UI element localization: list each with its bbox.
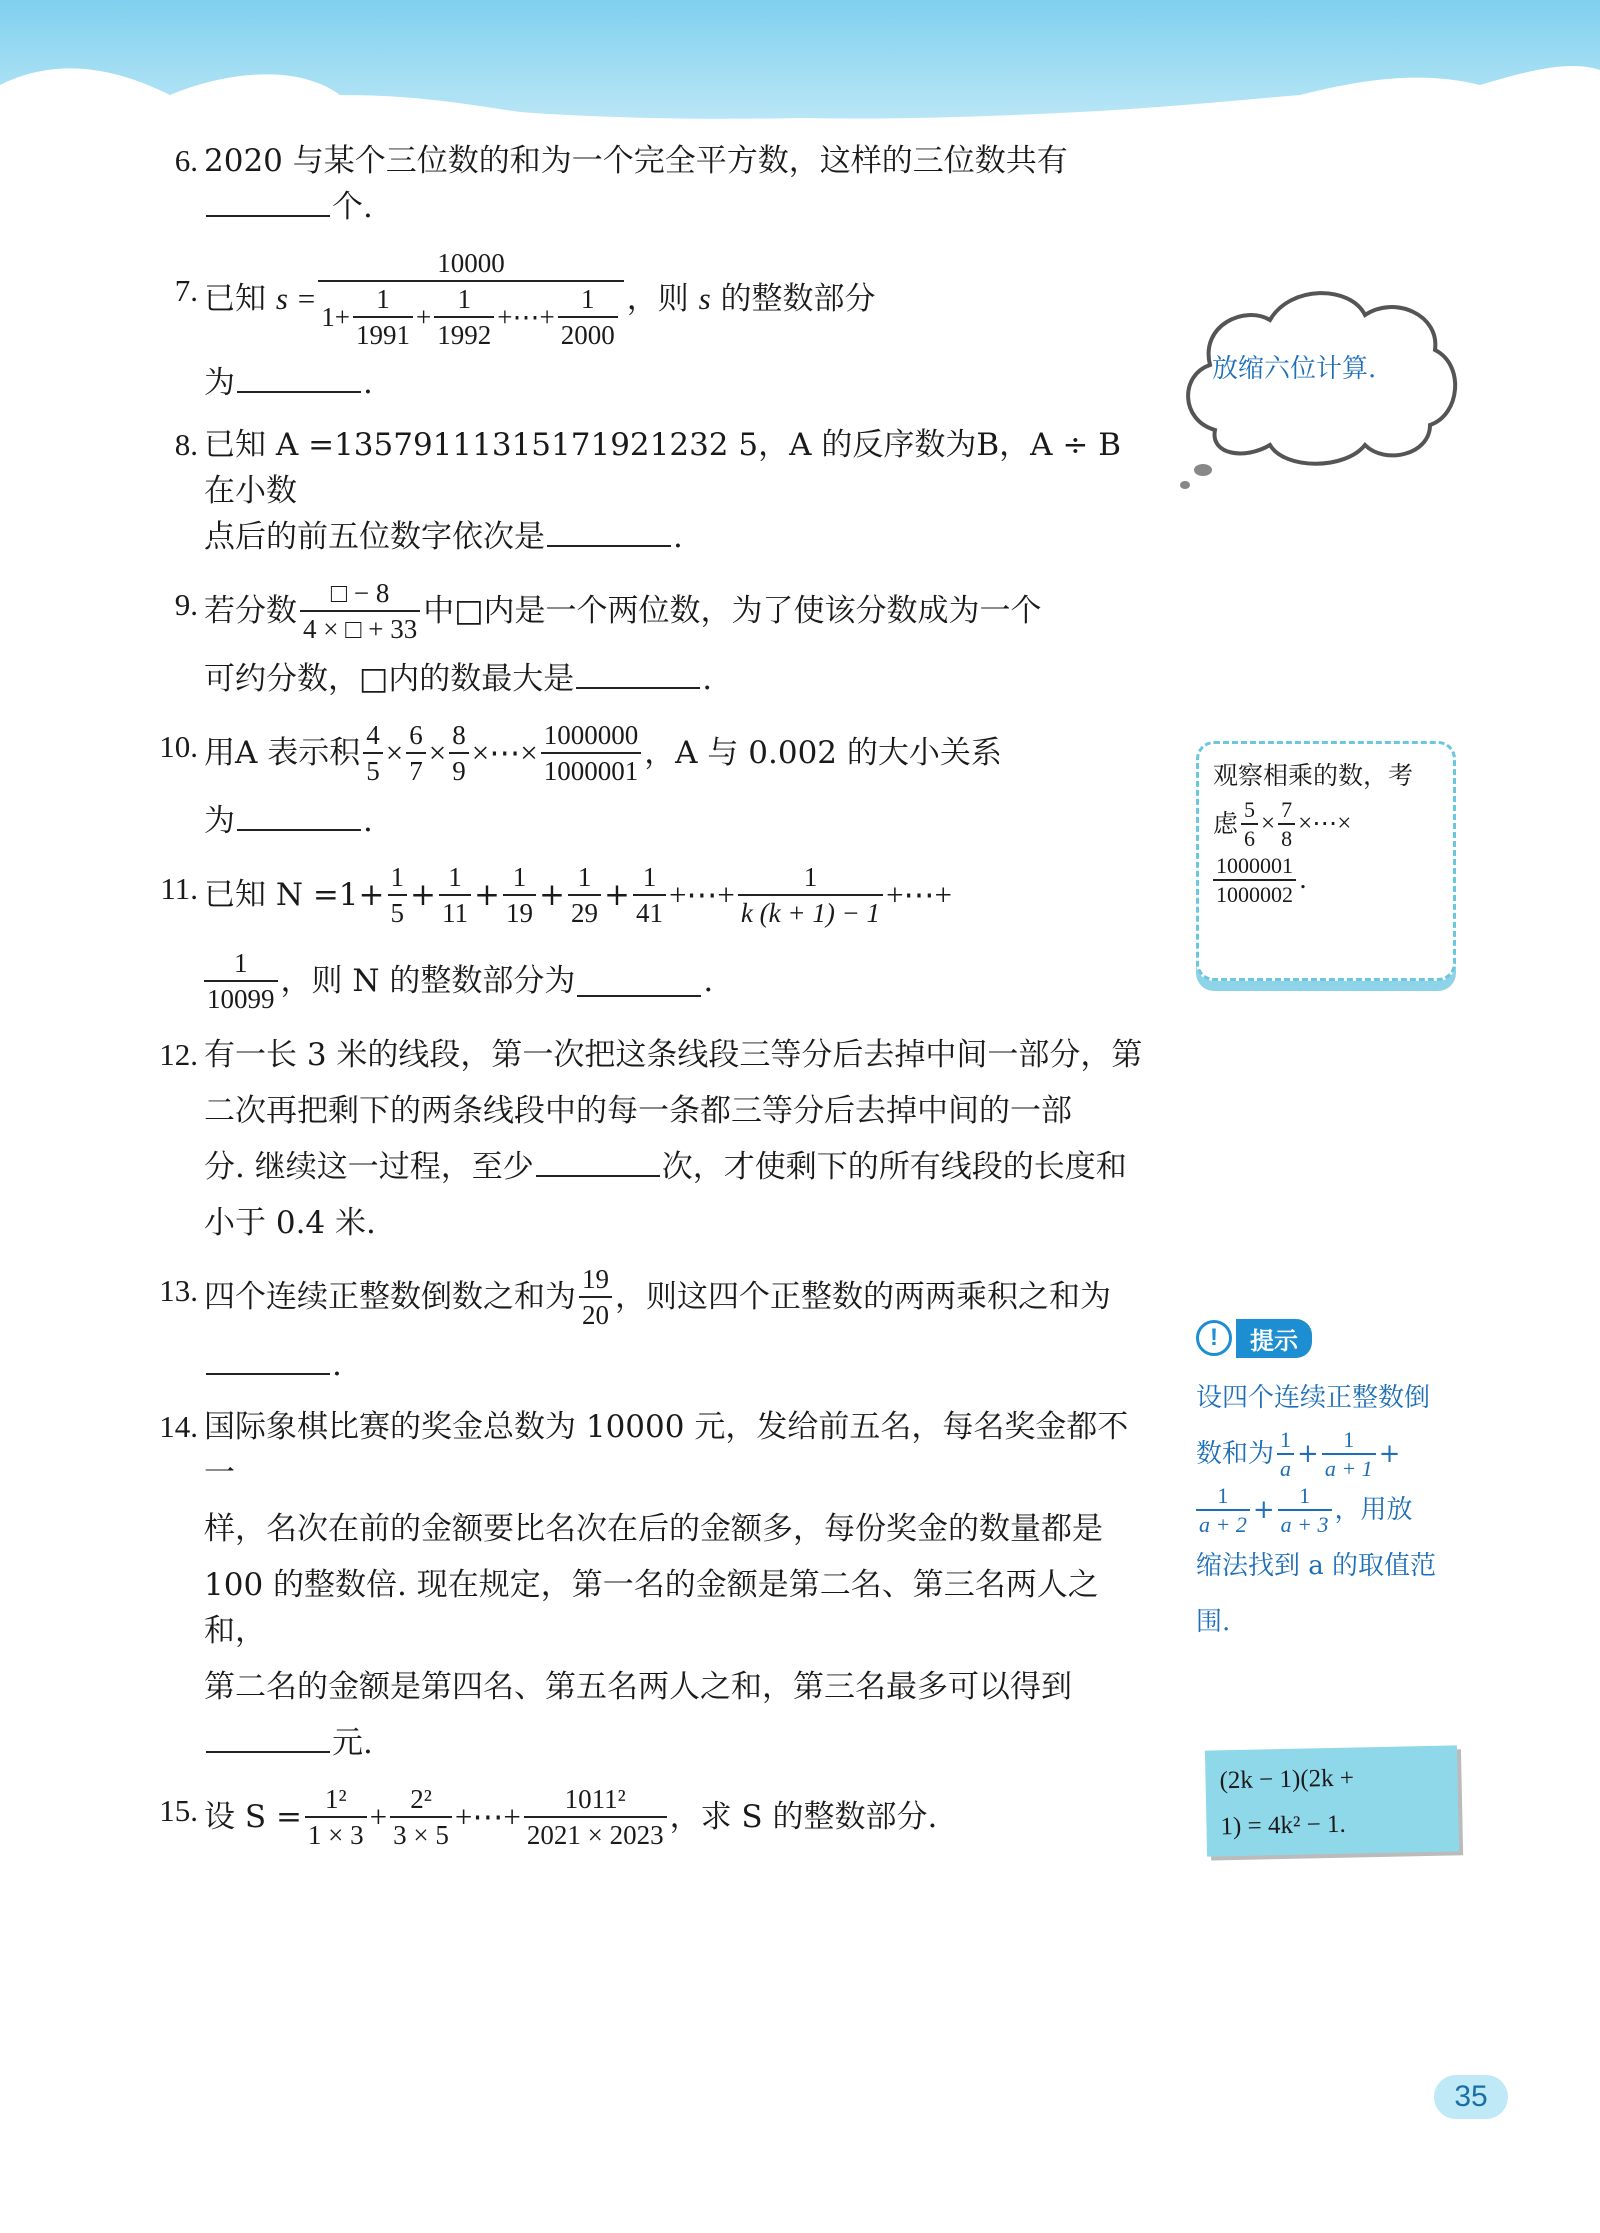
problem-number: 12. (159, 1037, 198, 1072)
problem-11: 11. 已知 N =1+ $\frac{1}{5}$ + $\frac{1}{11}$ + $\frac{1}{19}$ + $\frac{1}{29}$ + $\frac{1}{41}$ +⋯+ $\frac{1}{k (k + 1) - 1}$ +⋯+ $\frac{1}{10099}$ ，则 N 的整数部分为 . (148, 860, 1158, 1016)
fraction-denominator: 19 (503, 894, 536, 930)
math-operator: +⋯+ (497, 302, 555, 332)
fraction-numerator: 1² (324, 1784, 347, 1814)
fraction-denominator: 3 × 5 (390, 1816, 452, 1852)
problem-text: 的整数部分 (720, 281, 876, 317)
problem-text: ，则 N 的整数部分为 (280, 963, 576, 999)
hint-line: ，用放 (1334, 1495, 1413, 1525)
answer-blank[interactable] (206, 185, 330, 217)
problem-text: 为 (204, 365, 235, 401)
fraction-denominator: 4 × □ + 33 (300, 610, 420, 646)
fraction-numerator: 1000000 (543, 720, 639, 750)
problem-text: ，则 (626, 281, 689, 317)
fraction-numerator: 1000001 (1216, 853, 1293, 878)
problem-text: 已知 A =13579111315171921232 5，A 的反序数为B，A ÷ B 在小数 (204, 427, 1121, 509)
math-fraction (318, 246, 623, 352)
answer-blank[interactable] (577, 965, 701, 997)
problem-text: 小于 0.4 米. (204, 1205, 376, 1241)
formula-line: 1) = 4k² − 1. (1220, 1810, 1347, 1841)
problem-text: 次，才使剩下的所有线段的长度和 (661, 1149, 1127, 1185)
math-operator: × (385, 735, 404, 770)
fraction-numerator: 2² (410, 1784, 432, 1814)
note-text: 观察相乘的数，考 (1213, 761, 1414, 790)
problem-text: 2020 与某个三位数的和为一个完全平方数，这样的三位数共有 (204, 143, 1068, 179)
math-operator: + (416, 302, 432, 332)
problem-13 (148, 1262, 1158, 1388)
fraction-numerator: 1 (448, 862, 462, 892)
sky-header-decoration (0, 0, 1600, 150)
fraction-denominator: 1992 (434, 316, 494, 352)
hint-text: 设四个连续正整数倒 数和为 $\frac{1}{a}$ + $\frac{1}{a + 1}$ + $\frac{1}{a + 2}$ + $\frac{1}{a + 3}$ ，用放 缩法找到 a 的取值范 围. (1196, 1370, 1466, 1650)
math-variable: s (275, 281, 288, 316)
problem-text: 个. (332, 189, 373, 225)
problem-10 (148, 718, 1158, 844)
problem-number: 11. (160, 871, 198, 906)
problem-text: 100 的整数倍. 现在规定，第一名的金额是第二名、第三名两人之和， (204, 1567, 1099, 1649)
math-operator: +⋯+ (668, 877, 735, 912)
problem-text: 有一长 3 米的线段，第一次把这条线段三等分后去掉中间一部分，第 (204, 1037, 1143, 1073)
fraction-denominator: 41 (633, 894, 666, 930)
math-operator: +⋯+ (886, 877, 953, 912)
problem-text: 国际象棋比赛的奖金总数为 10000 元，发给前五名，每名奖金都不一 (204, 1409, 1129, 1491)
fraction-numerator: 6 (409, 720, 423, 750)
math-variable: s (698, 281, 711, 316)
fraction-denominator: a + 1 (1322, 1453, 1376, 1482)
problem-text: ，求 S 的整数部分. (669, 1799, 938, 1835)
fraction-denominator: 29 (568, 894, 601, 930)
answer-blank[interactable] (576, 657, 700, 689)
fraction-numerator: 8 (452, 720, 466, 750)
problem-text: 样，名次在前的金额要比名次在后的金额多，每份奖金的数量都是 (204, 1511, 1103, 1547)
hint-badge (1196, 1318, 1312, 1358)
observation-note (1196, 741, 1456, 981)
fraction-denominator: 20 (579, 1296, 612, 1332)
problem-number: 6. (174, 143, 198, 178)
math-operator: ×⋯× (471, 735, 538, 770)
problem-12 (148, 1032, 1158, 1246)
punctuation: . (363, 365, 373, 401)
hint-line: 设四个连续正整数倒 (1196, 1383, 1431, 1413)
fraction-numerator: 1 (1343, 1427, 1355, 1452)
fraction-numerator: 1 (580, 284, 595, 314)
problem-text: 元. (332, 1725, 373, 1761)
problem-text: ，则这四个正整数的两两乘积之和为 (615, 1279, 1111, 1315)
math-operator: +⋯+ (454, 1799, 521, 1834)
problem-text: ，A 与 0.002 的大小关系 (644, 735, 1002, 771)
hint-line: 数和为 (1196, 1439, 1275, 1469)
answer-blank[interactable] (536, 1145, 660, 1177)
exclamation-icon: ! (1196, 1320, 1232, 1356)
problem-text: 已知 N =1+ (204, 877, 385, 913)
punctuation: . (363, 803, 373, 839)
fraction-numerator: 4 (366, 720, 380, 750)
fraction-numerator: 10000 (437, 248, 505, 278)
fraction-numerator: 7 (1281, 797, 1293, 822)
punctuation: . (703, 963, 714, 999)
page-number: 35 (1434, 2075, 1508, 2119)
fraction-numerator: 1 (642, 862, 657, 892)
cloud-hint-text: 放缩六位计算. (1212, 354, 1377, 384)
answer-blank[interactable] (206, 1721, 330, 1753)
math-operator: × (428, 735, 447, 770)
answer-blank[interactable] (237, 799, 361, 831)
fraction-denominator: 1000001 (541, 752, 642, 788)
problem-8 (148, 422, 1158, 560)
problem-6 (148, 138, 1158, 230)
problem-7 (148, 246, 1158, 406)
problem-15 (148, 1782, 1158, 1852)
fraction-denominator: 2000 (558, 316, 618, 352)
formula-line: (2k − 1)(2k + (1219, 1764, 1355, 1795)
answer-blank[interactable] (547, 515, 671, 547)
math-term: 1+ (321, 302, 351, 332)
problem-number: 7. (174, 273, 198, 308)
formula-note (1205, 1745, 1459, 1856)
problem-number: 9. (174, 587, 198, 622)
math-operator: × (1261, 810, 1276, 837)
problem-text: 可约分数，□内的数最大是 (204, 661, 575, 697)
fraction-denominator: 6 (1241, 823, 1258, 852)
fraction-numerator: 1011² (564, 1784, 626, 1814)
fraction-denominator: a (1277, 1453, 1294, 1482)
thought-cloud (1175, 280, 1465, 490)
problem-text: 分. 继续这一过程，至少 (204, 1149, 534, 1185)
fraction-denominator: 1000002 (1213, 879, 1296, 908)
problem-number: 14. (159, 1409, 198, 1444)
problem-number: 15. (159, 1793, 198, 1828)
problem-list (148, 138, 1158, 1868)
fraction-numerator: 1 (577, 862, 592, 892)
answer-blank[interactable] (237, 361, 361, 393)
fraction-denominator: 7 (406, 752, 426, 788)
fraction-numerator: 1 (1217, 1483, 1229, 1508)
fraction-numerator: 1 (1280, 1427, 1292, 1452)
math-operator: + (369, 1799, 388, 1834)
problem-text: 已知 (204, 281, 266, 317)
problem-14 (148, 1404, 1158, 1766)
fraction-denominator: 1 × 3 (305, 1816, 367, 1852)
problem-number: 8. (174, 427, 198, 462)
problem-text: 四个连续正整数倒数之和为 (204, 1279, 576, 1315)
hint-line: 围. (1196, 1607, 1231, 1637)
problem-number: 13. (159, 1273, 198, 1308)
fraction-denominator: a + 3 (1278, 1509, 1332, 1538)
fraction-numerator: 5 (1244, 797, 1256, 822)
fraction-denominator: 11 (439, 894, 471, 930)
problem-text: 中□内是一个两位数，为了使该分数成为一个 (423, 593, 1042, 629)
punctuation: . (673, 519, 683, 555)
math-operator: = (297, 281, 316, 316)
punctuation: . (702, 661, 713, 697)
fraction-denominator: 9 (449, 752, 469, 788)
fraction-denominator: k (k + 1) − 1 (738, 894, 883, 930)
problem-text: 若分数 (204, 593, 297, 629)
punctuation: . (1299, 865, 1307, 894)
problem-text: 点后的前五位数字依次是 (204, 519, 545, 555)
problem-text: 第二名的金额是第四名、第五名两人之和，第三名最多可以得到 (204, 1669, 1072, 1705)
hint-line: 缩法找到 a 的取值范 (1196, 1551, 1437, 1581)
fraction-denominator: a + 2 (1196, 1509, 1250, 1538)
problem-text: 设 S = (204, 1799, 302, 1835)
fraction-denominator: 1991 (353, 316, 413, 352)
fraction-numerator: 1 (376, 284, 390, 314)
fraction-numerator: □ − 8 (330, 578, 390, 608)
fraction-numerator: 1 (512, 862, 527, 892)
fraction-denominator: 10099 (204, 980, 278, 1016)
problem-number: 10. (159, 729, 198, 764)
note-text: 虑 (1213, 809, 1239, 838)
problem-text: 用A 表示积 (204, 735, 361, 771)
problem-text: 为 (204, 803, 235, 839)
fraction-numerator: 1 (234, 948, 248, 978)
fraction-denominator: 8 (1278, 823, 1295, 852)
fraction-denominator: 2021 × 2023 (524, 1816, 667, 1852)
fraction-numerator: 1 (1299, 1483, 1311, 1508)
math-operator: ×⋯× (1298, 810, 1352, 837)
fraction-numerator: 1 (390, 862, 405, 892)
punctuation: . (332, 1347, 342, 1383)
fraction-numerator: 1 (457, 284, 471, 314)
answer-blank[interactable] (206, 1343, 330, 1375)
problem-text: 二次再把剩下的两条线段中的每一条都三等分后去掉中间的一部 (204, 1093, 1072, 1129)
fraction-denominator: 5 (363, 752, 383, 788)
hint-label: 提示 (1236, 1319, 1312, 1358)
problem-9 (148, 576, 1158, 702)
fraction-denominator: 5 (388, 894, 408, 930)
fraction-numerator: 1 (803, 862, 818, 892)
fraction-numerator: 19 (582, 1264, 609, 1294)
